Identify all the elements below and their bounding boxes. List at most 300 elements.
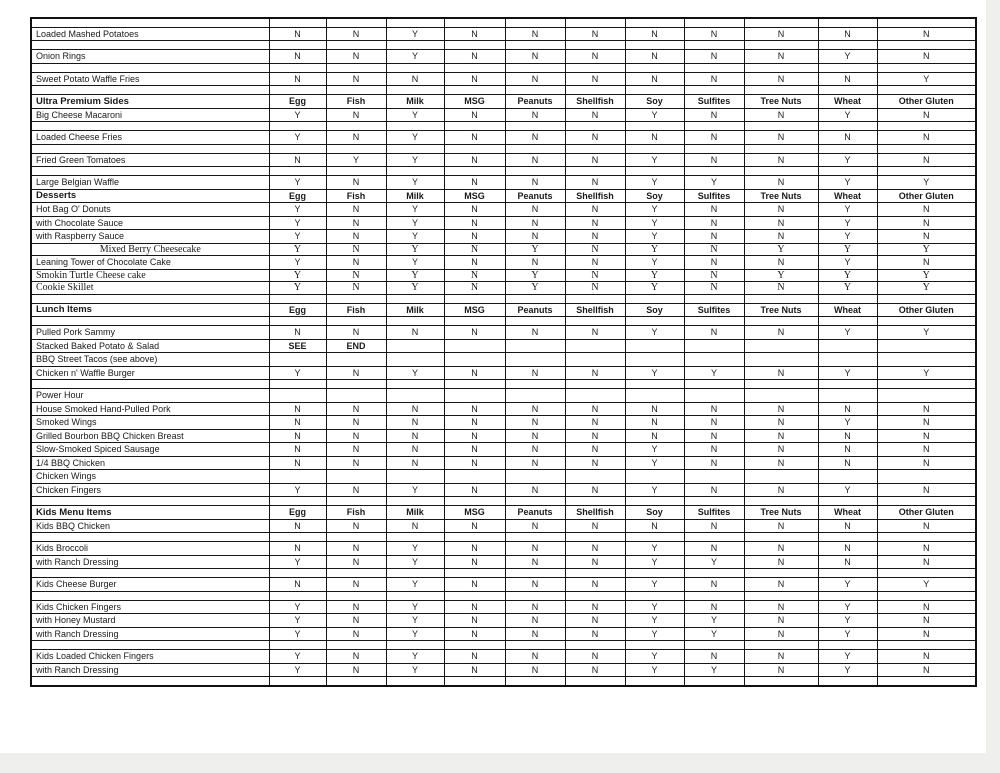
allergen-value-cell: N xyxy=(744,230,818,244)
allergen-value-cell: Y xyxy=(877,72,976,86)
allergen-value-cell: N xyxy=(818,72,877,86)
empty-cell xyxy=(31,380,269,389)
column-header-other-gluten: Other Gluten xyxy=(877,506,976,520)
allergen-value-cell: Y xyxy=(625,216,684,230)
allergen-value-cell xyxy=(386,389,444,403)
allergen-value-cell: Y xyxy=(625,578,684,592)
allergen-value-cell: N xyxy=(505,153,565,167)
allergen-value-cell: N xyxy=(565,256,625,270)
empty-cell xyxy=(269,86,326,95)
allergen-value-cell: Y xyxy=(269,614,326,628)
empty-cell xyxy=(31,294,269,303)
table-row xyxy=(31,443,976,457)
empty-cell xyxy=(684,144,744,153)
allergen-value-cell: N xyxy=(505,429,565,443)
empty-cell xyxy=(625,63,684,72)
empty-cell xyxy=(505,591,565,600)
empty-cell xyxy=(565,569,625,578)
allergen-value-cell: Y xyxy=(386,243,444,256)
allergen-value-cell: Y xyxy=(269,650,326,664)
allergen-value-cell: Y xyxy=(386,650,444,664)
allergen-value-cell: N xyxy=(326,256,386,270)
empty-cell xyxy=(818,533,877,542)
spacer-row xyxy=(31,294,976,303)
allergen-value-cell: N xyxy=(444,416,505,430)
item-name-cell: Chicken Fingers xyxy=(31,483,269,497)
table-row xyxy=(31,483,976,497)
allergen-value-cell: N xyxy=(684,429,744,443)
empty-cell xyxy=(505,569,565,578)
empty-cell xyxy=(818,122,877,131)
allergen-value-cell xyxy=(625,389,684,403)
allergen-value-cell: Y xyxy=(505,269,565,282)
allergen-value-cell: Y xyxy=(818,108,877,122)
allergen-value-cell: N xyxy=(444,542,505,556)
column-header-soy: Soy xyxy=(625,506,684,520)
allergen-value-cell: N xyxy=(386,402,444,416)
allergen-value-cell: N xyxy=(684,456,744,470)
allergen-value-cell: N xyxy=(877,519,976,533)
item-name-cell: Power Hour xyxy=(31,389,269,403)
spacer-row xyxy=(31,569,976,578)
empty-cell xyxy=(565,86,625,95)
allergen-value-cell xyxy=(505,353,565,367)
allergen-value-cell: N xyxy=(877,429,976,443)
empty-cell xyxy=(744,18,818,27)
allergen-value-cell: Y xyxy=(386,153,444,167)
empty-cell xyxy=(877,591,976,600)
allergen-value-cell: N xyxy=(444,402,505,416)
allergen-value-cell: N xyxy=(386,519,444,533)
allergen-value-cell: Y xyxy=(818,627,877,641)
allergen-value-cell: Y xyxy=(877,269,976,282)
column-header-msg: MSG xyxy=(444,189,505,203)
allergen-value-cell: Y xyxy=(326,153,386,167)
allergen-value-cell: N xyxy=(269,326,326,340)
allergen-value-cell: Y xyxy=(877,326,976,340)
allergen-value-cell: N xyxy=(565,216,625,230)
allergen-value-cell: N xyxy=(326,443,386,457)
empty-cell xyxy=(565,144,625,153)
empty-cell xyxy=(269,317,326,326)
allergen-value-cell: N xyxy=(326,176,386,190)
allergen-value-cell: Y xyxy=(269,216,326,230)
empty-cell xyxy=(684,294,744,303)
column-header-msg: MSG xyxy=(444,95,505,109)
empty-cell xyxy=(444,294,505,303)
empty-cell xyxy=(444,317,505,326)
empty-cell xyxy=(818,569,877,578)
allergen-value-cell: N xyxy=(877,230,976,244)
allergen-value-cell: N xyxy=(444,650,505,664)
empty-cell xyxy=(744,41,818,50)
allergen-value-cell: N xyxy=(744,519,818,533)
allergen-value-cell: N xyxy=(684,256,744,270)
allergen-value-cell: Y xyxy=(269,256,326,270)
empty-cell xyxy=(386,294,444,303)
item-name-cell: Kids Loaded Chicken Fingers xyxy=(31,650,269,664)
allergen-value-cell: N xyxy=(444,176,505,190)
allergen-value-cell: N xyxy=(505,600,565,614)
allergen-value-cell: N xyxy=(744,27,818,41)
spacer-row xyxy=(31,317,976,326)
allergen-value-cell: N xyxy=(505,326,565,340)
empty-cell xyxy=(386,41,444,50)
allergen-value-cell: N xyxy=(326,366,386,380)
item-name-cell: Fried Green Tomatoes xyxy=(31,153,269,167)
table-row xyxy=(31,326,976,340)
allergen-value-cell: Y xyxy=(625,650,684,664)
allergen-value-cell: N xyxy=(744,282,818,295)
item-name-cell: with Raspberry Sauce xyxy=(31,230,269,244)
empty-cell xyxy=(625,41,684,50)
allergen-value-cell: N xyxy=(565,27,625,41)
empty-cell xyxy=(877,18,976,27)
allergen-value-cell: N xyxy=(444,600,505,614)
allergen-value-cell: N xyxy=(269,402,326,416)
empty-cell xyxy=(444,86,505,95)
allergen-value-cell: N xyxy=(877,483,976,497)
empty-cell xyxy=(444,380,505,389)
empty-cell xyxy=(684,497,744,506)
spacer-row xyxy=(31,677,976,686)
empty-cell xyxy=(444,641,505,650)
allergen-value-cell: N xyxy=(326,578,386,592)
allergen-value-cell xyxy=(877,470,976,484)
allergen-value-cell: N xyxy=(877,203,976,217)
allergen-value-cell: N xyxy=(744,650,818,664)
allergen-value-cell: N xyxy=(505,519,565,533)
allergen-value-cell xyxy=(818,389,877,403)
allergen-value-cell: Y xyxy=(386,600,444,614)
empty-cell xyxy=(684,41,744,50)
empty-cell xyxy=(505,167,565,176)
allergen-value-cell: Y xyxy=(818,230,877,244)
item-name-cell: Grilled Bourbon BBQ Chicken Breast xyxy=(31,429,269,443)
allergen-value-cell: N xyxy=(444,256,505,270)
spacer-row xyxy=(31,167,976,176)
empty-cell xyxy=(269,677,326,686)
allergen-value-cell: N xyxy=(505,663,565,677)
empty-cell xyxy=(326,18,386,27)
empty-cell xyxy=(565,18,625,27)
allergen-value-cell: N xyxy=(565,519,625,533)
allergen-value-cell: N xyxy=(326,600,386,614)
table-row xyxy=(31,176,976,190)
item-name-cell: Slow-Smoked Spiced Sausage xyxy=(31,443,269,457)
empty-cell xyxy=(444,167,505,176)
allergen-value-cell: N xyxy=(269,50,326,64)
item-name-cell: Kids Chicken Fingers xyxy=(31,600,269,614)
allergen-value-cell: N xyxy=(565,282,625,295)
allergen-value-cell: N xyxy=(684,243,744,256)
empty-cell xyxy=(269,533,326,542)
allergen-value-cell: N xyxy=(505,366,565,380)
empty-cell xyxy=(31,167,269,176)
column-header-soy: Soy xyxy=(625,189,684,203)
allergen-value-cell: Y xyxy=(505,282,565,295)
table-row xyxy=(31,650,976,664)
allergen-value-cell: N xyxy=(505,72,565,86)
allergen-value-cell xyxy=(386,353,444,367)
empty-cell xyxy=(744,317,818,326)
allergen-value-cell: N xyxy=(744,131,818,145)
column-header-other-gluten: Other Gluten xyxy=(877,95,976,109)
allergen-value-cell: N xyxy=(565,108,625,122)
empty-cell xyxy=(684,63,744,72)
empty-cell xyxy=(565,497,625,506)
section-title: Desserts xyxy=(31,189,269,203)
allergen-value-cell xyxy=(565,339,625,353)
allergen-value-cell: N xyxy=(326,650,386,664)
allergen-value-cell: N xyxy=(326,402,386,416)
allergen-value-cell: N xyxy=(565,542,625,556)
empty-cell xyxy=(505,641,565,650)
table-row xyxy=(31,456,976,470)
section-header-row xyxy=(31,506,976,520)
allergen-value-cell: N xyxy=(684,402,744,416)
allergen-value-cell: Y xyxy=(818,578,877,592)
table-row xyxy=(31,269,976,282)
allergen-value-cell: Y xyxy=(625,483,684,497)
allergen-value-cell: Y xyxy=(818,416,877,430)
empty-cell xyxy=(505,294,565,303)
allergen-value-cell xyxy=(818,339,877,353)
column-header-sulfites: Sulfites xyxy=(684,506,744,520)
allergen-value-cell: N xyxy=(444,269,505,282)
empty-cell xyxy=(269,122,326,131)
allergen-value-cell: N xyxy=(684,650,744,664)
allergen-value-cell: N xyxy=(505,416,565,430)
allergen-value-cell xyxy=(269,389,326,403)
empty-cell xyxy=(386,569,444,578)
allergen-value-cell: N xyxy=(444,456,505,470)
column-header-egg: Egg xyxy=(269,506,326,520)
allergen-value-cell: N xyxy=(684,216,744,230)
column-header-tree-nuts: Tree Nuts xyxy=(744,303,818,317)
allergen-value-cell: N xyxy=(565,269,625,282)
allergen-value-cell: Y xyxy=(386,282,444,295)
allergen-value-cell: Y xyxy=(625,203,684,217)
empty-cell xyxy=(444,497,505,506)
allergen-value-cell: Y xyxy=(386,27,444,41)
allergen-value-cell: Y xyxy=(818,600,877,614)
item-name-cell: Large Belgian Waffle xyxy=(31,176,269,190)
allergen-value-cell: N xyxy=(565,153,625,167)
table-row xyxy=(31,578,976,592)
allergen-value-cell: N xyxy=(744,443,818,457)
table-row xyxy=(31,108,976,122)
allergen-value-cell: N xyxy=(877,416,976,430)
empty-cell xyxy=(625,167,684,176)
section-header-row xyxy=(31,95,976,109)
allergen-value-cell: N xyxy=(684,416,744,430)
allergen-value-cell: N xyxy=(877,153,976,167)
allergen-value-cell: N xyxy=(565,663,625,677)
allergen-value-cell: N xyxy=(818,131,877,145)
allergen-value-cell: N xyxy=(684,131,744,145)
empty-cell xyxy=(877,569,976,578)
allergen-value-cell xyxy=(877,389,976,403)
section-header-row xyxy=(31,189,976,203)
empty-cell xyxy=(444,41,505,50)
allergen-value-cell: N xyxy=(326,326,386,340)
empty-cell xyxy=(565,122,625,131)
column-header-tree-nuts: Tree Nuts xyxy=(744,189,818,203)
column-header-peanuts: Peanuts xyxy=(505,506,565,520)
column-header-sulfites: Sulfites xyxy=(684,95,744,109)
empty-cell xyxy=(877,641,976,650)
empty-cell xyxy=(625,18,684,27)
table-row xyxy=(31,416,976,430)
allergen-value-cell: N xyxy=(444,203,505,217)
allergen-value-cell: N xyxy=(684,27,744,41)
allergen-value-cell: N xyxy=(744,72,818,86)
allergen-value-cell: N xyxy=(877,650,976,664)
allergen-value-cell: Y xyxy=(684,176,744,190)
empty-cell xyxy=(444,63,505,72)
empty-cell xyxy=(326,41,386,50)
empty-cell xyxy=(684,18,744,27)
allergen-value-cell: N xyxy=(326,663,386,677)
empty-cell xyxy=(744,380,818,389)
allergen-value-cell xyxy=(505,339,565,353)
allergen-value-cell: Y xyxy=(386,366,444,380)
item-name-cell: Sweet Potato Waffle Fries xyxy=(31,72,269,86)
spacer-row xyxy=(31,63,976,72)
allergen-value-cell xyxy=(565,470,625,484)
item-name-cell: Loaded Mashed Potatoes xyxy=(31,27,269,41)
allergen-value-cell: Y xyxy=(818,366,877,380)
allergen-value-cell xyxy=(444,339,505,353)
table-row xyxy=(31,470,976,484)
empty-cell xyxy=(269,18,326,27)
allergen-value-cell: N xyxy=(269,153,326,167)
empty-cell xyxy=(326,86,386,95)
empty-cell xyxy=(744,86,818,95)
allergen-value-cell: N xyxy=(326,131,386,145)
allergen-value-cell: Y xyxy=(269,663,326,677)
empty-cell xyxy=(269,144,326,153)
allergen-value-cell: Y xyxy=(818,282,877,295)
allergen-value-cell: N xyxy=(505,627,565,641)
allergen-value-cell: Y xyxy=(386,542,444,556)
column-header-milk: Milk xyxy=(386,189,444,203)
empty-cell xyxy=(444,122,505,131)
empty-cell xyxy=(444,533,505,542)
allergen-table-body xyxy=(31,18,976,686)
allergen-value-cell: N xyxy=(684,230,744,244)
empty-cell xyxy=(684,533,744,542)
allergen-value-cell: N xyxy=(684,108,744,122)
allergen-value-cell: N xyxy=(444,50,505,64)
allergen-value-cell: Y xyxy=(818,216,877,230)
allergen-value-cell: N xyxy=(744,366,818,380)
allergen-value-cell: N xyxy=(326,429,386,443)
allergen-value-cell xyxy=(269,353,326,367)
section-title: Lunch Items xyxy=(31,303,269,317)
table-row xyxy=(31,627,976,641)
allergen-value-cell: N xyxy=(744,176,818,190)
empty-cell xyxy=(505,41,565,50)
allergen-value-cell: N xyxy=(684,483,744,497)
allergen-value-cell: N xyxy=(269,429,326,443)
empty-cell xyxy=(744,167,818,176)
allergen-value-cell xyxy=(625,339,684,353)
allergen-value-cell xyxy=(505,470,565,484)
empty-cell xyxy=(444,569,505,578)
allergen-value-cell: N xyxy=(565,243,625,256)
allergen-value-cell: N xyxy=(505,27,565,41)
allergen-value-cell: Y xyxy=(818,256,877,270)
allergen-value-cell: Y xyxy=(744,243,818,256)
allergen-value-cell: Y xyxy=(877,176,976,190)
allergen-value-cell: N xyxy=(326,555,386,569)
allergen-value-cell: Y xyxy=(505,243,565,256)
column-header-fish: Fish xyxy=(326,506,386,520)
column-header-msg: MSG xyxy=(444,506,505,520)
empty-cell xyxy=(684,677,744,686)
empty-cell xyxy=(444,591,505,600)
spacer-row xyxy=(31,641,976,650)
empty-cell xyxy=(31,591,269,600)
allergen-value-cell: Y xyxy=(625,614,684,628)
allergen-value-cell xyxy=(386,339,444,353)
allergen-value-cell: N xyxy=(386,429,444,443)
table-row xyxy=(31,614,976,628)
allergen-value-cell: Y xyxy=(625,176,684,190)
empty-cell xyxy=(565,533,625,542)
allergen-value-cell: N xyxy=(505,203,565,217)
item-name-cell: BBQ Street Tacos (see above) xyxy=(31,353,269,367)
allergen-value-cell: N xyxy=(625,402,684,416)
allergen-value-cell: N xyxy=(684,519,744,533)
empty-cell xyxy=(31,533,269,542)
allergen-value-cell: Y xyxy=(386,216,444,230)
empty-cell xyxy=(625,497,684,506)
item-name-cell: with Ranch Dressing xyxy=(31,663,269,677)
allergen-value-cell xyxy=(625,353,684,367)
allergen-value-cell: N xyxy=(565,443,625,457)
spacer-row xyxy=(31,86,976,95)
empty-cell xyxy=(386,380,444,389)
empty-cell xyxy=(565,677,625,686)
empty-cell xyxy=(877,677,976,686)
allergen-value-cell: Y xyxy=(386,555,444,569)
table-row xyxy=(31,282,976,295)
allergen-value-cell: Y xyxy=(386,230,444,244)
allergen-value-cell: SEE xyxy=(269,339,326,353)
empty-cell xyxy=(326,497,386,506)
empty-cell xyxy=(31,569,269,578)
allergen-value-cell: N xyxy=(565,366,625,380)
item-name-cell: Kids Broccoli xyxy=(31,542,269,556)
allergen-table xyxy=(30,17,977,687)
allergen-value-cell xyxy=(326,353,386,367)
empty-cell xyxy=(565,63,625,72)
empty-cell xyxy=(386,122,444,131)
empty-cell xyxy=(326,569,386,578)
allergen-value-cell: N xyxy=(684,50,744,64)
empty-cell xyxy=(386,63,444,72)
empty-cell xyxy=(625,569,684,578)
allergen-value-cell: Y xyxy=(818,50,877,64)
empty-cell xyxy=(625,533,684,542)
allergen-value-cell: Y xyxy=(625,366,684,380)
table-row xyxy=(31,663,976,677)
table-row xyxy=(31,353,976,367)
allergen-value-cell: N xyxy=(505,578,565,592)
